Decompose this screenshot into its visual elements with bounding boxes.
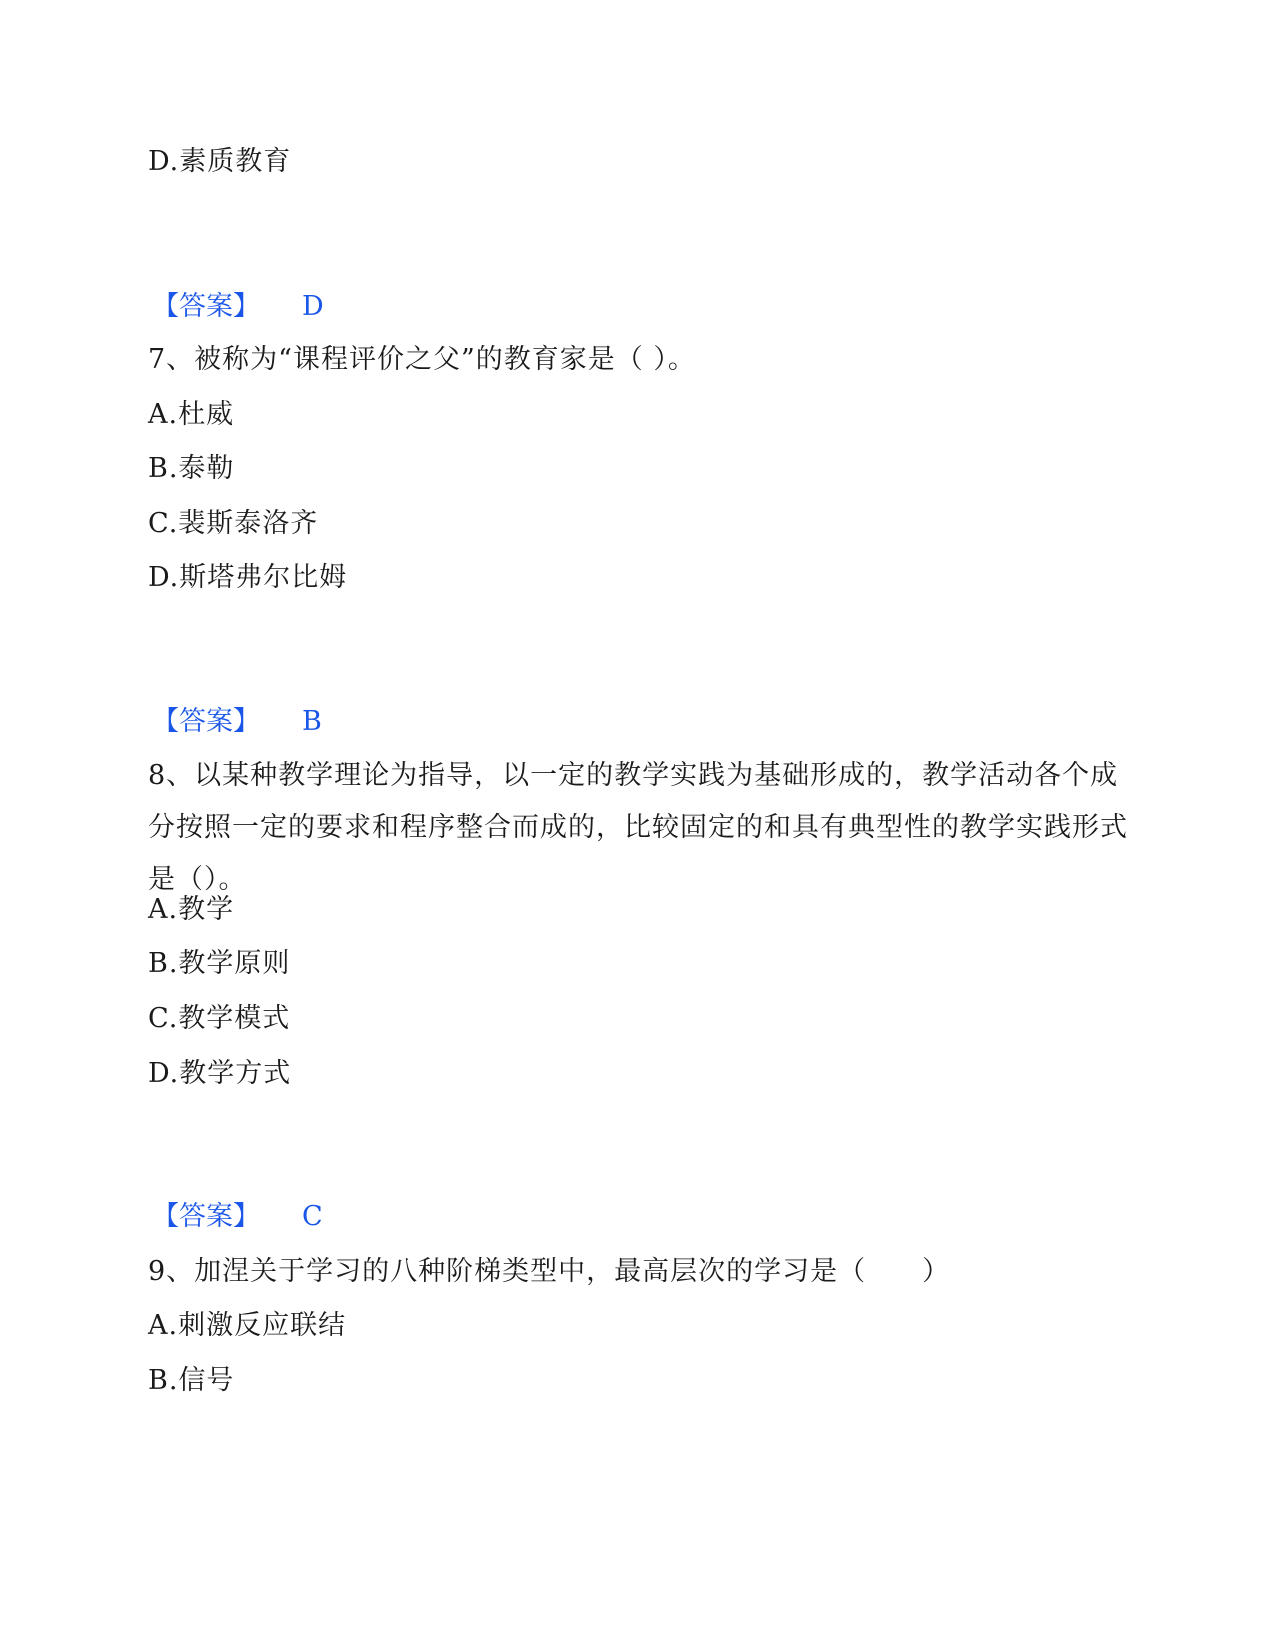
answer-row [152,705,322,739]
question-8-option-b: B.教学原则 [148,948,291,979]
question-8-option-a: A.教学 [148,894,235,925]
question-7-option-c: C.裴斯泰洛齐 [148,508,319,539]
question-7-option-d: D.斯塔弗尔比姆 [148,562,348,593]
answer-label: 【答案】 [152,291,260,322]
question-9-stem: 9、加涅关于学习的八种阶梯类型中，最高层次的学习是（ ） [148,1256,951,1287]
question-7-stem: 7、被称为“课程评价之父”的教育家是（ ）。 [148,344,696,375]
answer-label: 【答案】 [152,706,260,737]
question-7-option-a: A.杜威 [148,399,235,430]
question-9-option-a: A.刺激反应联结 [148,1310,347,1341]
answer-row [152,1200,323,1234]
question-8-option-c: C.教学模式 [148,1003,291,1034]
question-9-option-b: B.信号 [148,1365,235,1396]
question-8-stem: 8、以某种教学理论为指导，以一定的教学实践为基础形成的，教学活动各个成分按照一定的要求和程序整合而成的，比较固定的和具有典型性的教学实践形式是（）。 [148,760,1128,895]
answer-value: D [302,291,324,322]
option-d: D.素质教育 [148,146,292,177]
question-8-option-d: D.教学方式 [148,1058,292,1089]
answer-value: B [302,706,322,737]
question-7-option-b: B.泰勒 [148,453,235,484]
answer-row [152,290,324,324]
answer-value: C [302,1201,323,1232]
answer-label: 【答案】 [152,1201,260,1232]
